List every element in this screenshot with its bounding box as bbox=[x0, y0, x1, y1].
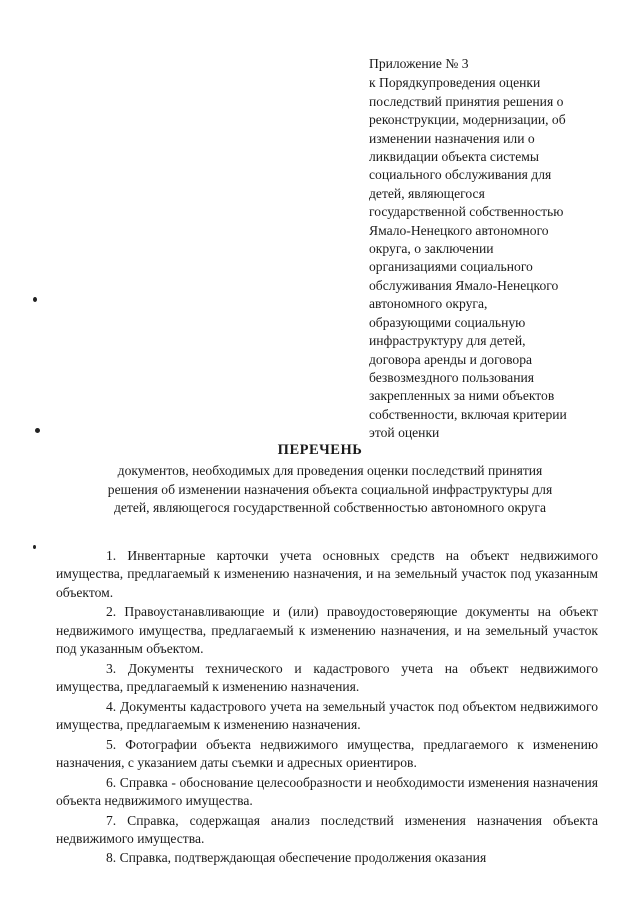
scan-mark bbox=[33, 545, 36, 549]
appendix-body: к Порядкупроведения оценки последствий принятия решения о реконструкции, модернизации, об изменении назначения или о ликвидации объекта системы социального обслуживания для детей, являющегося государственной собственностью Ямало-Ненецкого автономного округа, о заключении организациями социального обслуживания Ямало-Ненецкого автономного округа, образующими социальную инфраструктуру для детей, договора аренды и договора безвозмездного пользования закрепленных за ними объектов собственности, включая критерии этой оценки bbox=[369, 75, 567, 441]
list-item: 2. Правоустанавливающие и (или) правоудостоверяющие документы на объект недвижимого имущества, предлагаемый к изменению назначения, и на земельный участок под указанным объектом. bbox=[56, 604, 598, 656]
list-item: 4. Документы кадастрового учета на земельный участок под объектом недвижимого имущества, предлагаемым к изменению назначения. bbox=[56, 698, 598, 732]
list-item: 6. Справка - обоснование целесообразности и необходимости изменения назначения объекта недвижимого имущества. bbox=[56, 774, 598, 808]
scan-mark bbox=[33, 297, 37, 302]
scan-mark bbox=[35, 428, 40, 433]
list-item: 1. Инвентарные карточки учета основных средств на объект недвижимого имущества, предлагаемый к изменению назначения, и на земельный участок под указанным объектом. bbox=[56, 548, 598, 600]
list-item: 8. Справка, подтверждающая обеспечение продолжения оказания bbox=[106, 850, 487, 866]
appendix-title: Приложение № 3 bbox=[369, 56, 469, 71]
list-item: 7. Справка, содержащая анализ последствий изменения назначения объекта недвижимого имущества. bbox=[56, 812, 598, 846]
appendix-block bbox=[369, 55, 601, 443]
list-subtitle: документов, необходимых для проведения оценки последствий принятия решения об изменении назначения объекта социальной инфраструктуры для детей, являющегося государственной собственностью автономного округа bbox=[107, 463, 553, 515]
list-item: 5. Фотографии объекта недвижимого имущества, предлагаемого к изменению назначения, с указанием даты съемки и адресных ориентиров. bbox=[56, 736, 598, 770]
list-item: 3. Документы технического и кадастрового учета на объект недвижимого имущества, предлагаемый к изменению назначения. bbox=[56, 660, 598, 694]
list-heading: ПЕРЕЧЕНЬ bbox=[277, 442, 363, 458]
document-list bbox=[56, 547, 598, 869]
